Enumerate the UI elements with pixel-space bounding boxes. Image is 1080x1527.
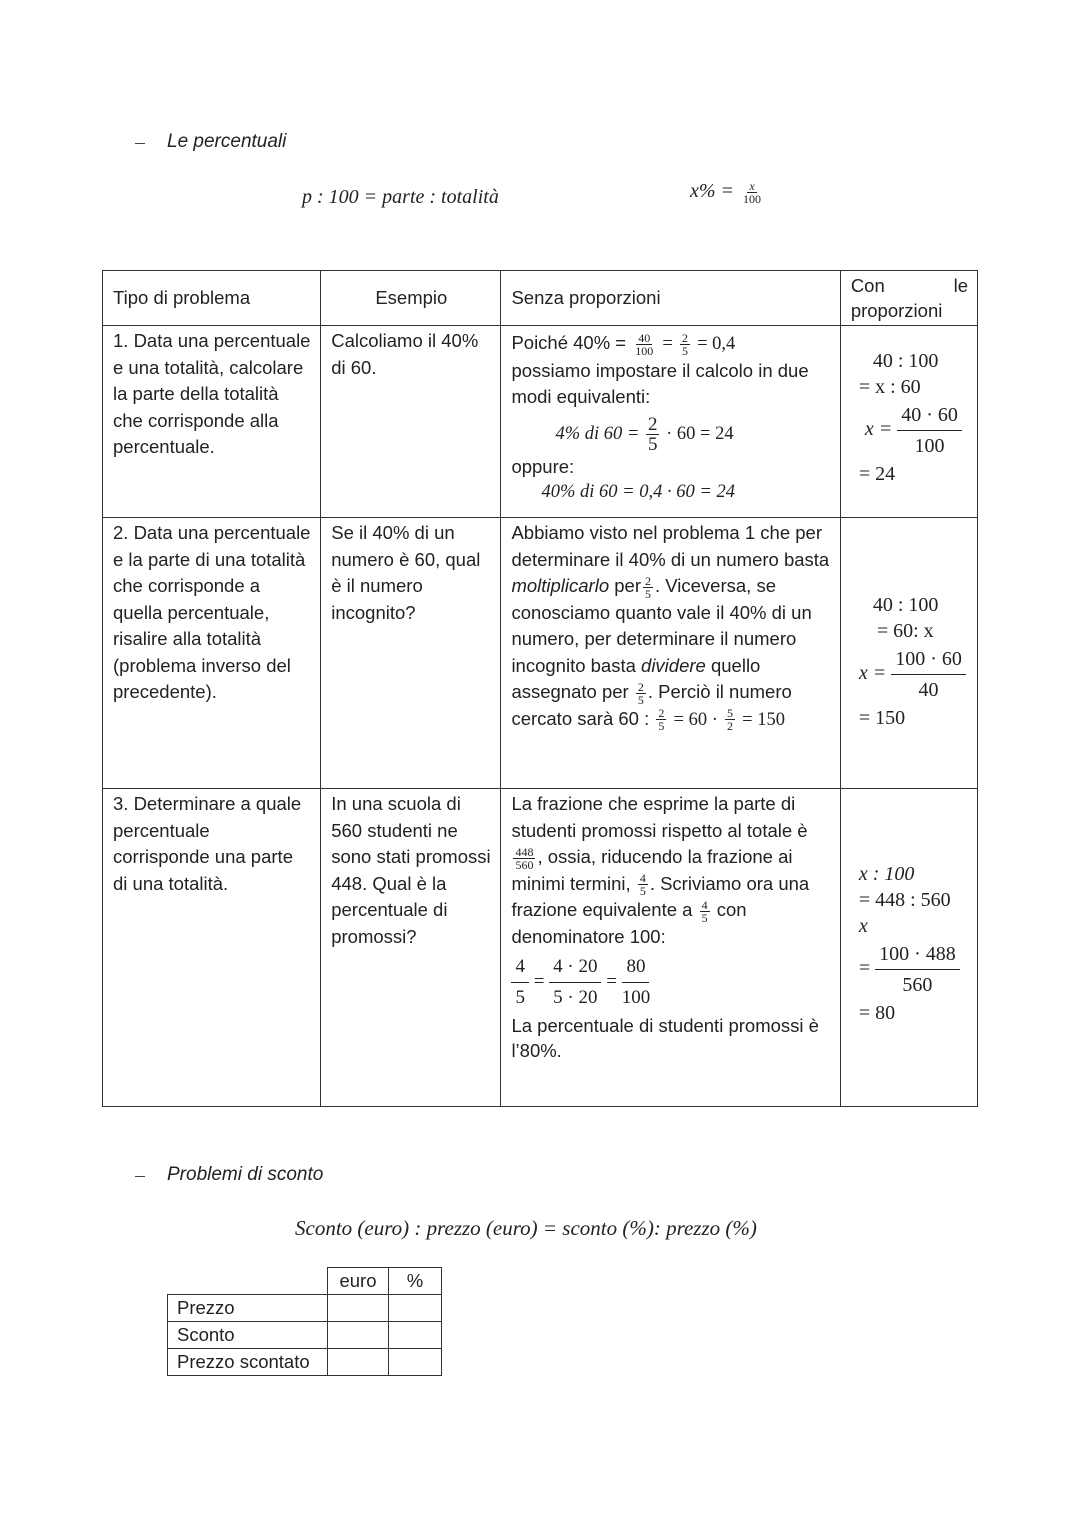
- row2-con: [840, 518, 977, 789]
- con-line: [877, 618, 968, 644]
- percent-problems-table: [102, 270, 978, 1107]
- text: per: [614, 575, 641, 596]
- input-cell-percent[interactable]: [389, 1349, 442, 1376]
- con-fraction: [875, 939, 960, 1000]
- den: 5: [647, 433, 658, 455]
- row2-tipo: 2. Data una percentuale e la parte di una totalità che corrisponde a quella percentuale, risalire alla totalità (problema inverso del precedente).: [103, 518, 321, 789]
- equals: =: [606, 971, 617, 993]
- row2-senza: [501, 518, 840, 789]
- row3-equation: [511, 952, 830, 1013]
- dash-bullet: [135, 143, 145, 144]
- text: Scriviamo ora una frazione equivalente a: [511, 872, 810, 921]
- row3-esempio: In una scuola di 560 studenti ne sono stati promossi 448. Qual è la percentuale di promossi?: [321, 789, 501, 1107]
- con-fraction: [897, 400, 962, 461]
- row3-tipo: 3. Determinare a quale percentuale corrisponde una parte di una totalità.: [103, 789, 321, 1107]
- header-esempio: Esempio: [321, 271, 501, 326]
- row-label-prezzo-scontato: Prezzo scontato: [168, 1349, 328, 1376]
- num: 40: [638, 330, 651, 345]
- den: 2: [727, 719, 734, 734]
- text: = 60: x: [876, 620, 934, 642]
- den: 5 · 20: [553, 987, 598, 1009]
- discount-table: [167, 1267, 442, 1376]
- con-fraction-line: [859, 644, 968, 705]
- row1-line4: 40% di 60 = 0,4 · 60 = 24: [541, 482, 735, 502]
- x-equals: x =: [858, 662, 887, 685]
- text-italic: dividere: [641, 654, 706, 676]
- row1-senza: [501, 326, 840, 518]
- den: 5: [639, 884, 646, 899]
- con-line: x : 100: [858, 863, 915, 885]
- equals: =: [858, 957, 871, 980]
- row1-esempio: Calcoliamo il 40% di 60.: [321, 326, 501, 518]
- den: 560: [515, 857, 534, 872]
- table-row: [103, 326, 978, 518]
- num: 4: [701, 897, 708, 912]
- den: 100: [635, 343, 654, 358]
- row1-oppure: oppure:: [511, 455, 575, 477]
- den: 100: [914, 435, 945, 457]
- num: 40 · 60: [897, 400, 962, 431]
- con-fraction-line: [865, 400, 968, 461]
- table-row: [168, 1322, 442, 1349]
- den: 560: [902, 974, 933, 996]
- fraction-448-560: [513, 846, 535, 871]
- header-tipo: Tipo di problema: [103, 271, 321, 326]
- fraction-numerator: x: [749, 179, 755, 193]
- input-cell-percent[interactable]: [389, 1322, 442, 1349]
- num: 2: [647, 413, 658, 435]
- num: 2: [637, 679, 644, 694]
- fraction-2-5: [643, 575, 653, 600]
- num: 2: [645, 573, 651, 588]
- fraction-2-5: [680, 332, 690, 357]
- formula-fraction: [741, 180, 763, 205]
- formula-proportion: p : 100 = parte : totalità: [302, 186, 499, 208]
- den: 5: [645, 586, 651, 601]
- table-row: [168, 1295, 442, 1322]
- formula-sconto: Sconto (euro) : prezzo (euro) = sconto (%): prezzo (%): [295, 1216, 757, 1240]
- row3-conclusion: La percentuale di studenti promossi è l’80%.: [511, 1015, 819, 1062]
- table-row: [168, 1349, 442, 1376]
- input-cell-euro[interactable]: [328, 1295, 389, 1322]
- fraction-4-5: [638, 872, 648, 897]
- num: 4 · 20: [549, 952, 601, 983]
- fraction-40-100: [633, 332, 655, 357]
- fraction-2-5: [656, 707, 666, 732]
- input-cell-euro[interactable]: [328, 1322, 389, 1349]
- text: = 150: [742, 709, 785, 730]
- fraction-4-5: [700, 899, 710, 924]
- den: 5: [637, 692, 644, 707]
- x-equals: x =: [864, 418, 893, 441]
- row3-con: [840, 789, 977, 1107]
- con-line: = x : 60: [858, 376, 921, 398]
- num: 4: [511, 952, 529, 983]
- section-heading-sconto: [135, 1164, 323, 1186]
- text: con denominatore 100:: [511, 899, 747, 947]
- text: . Viceversa, se conosciamo quanto vale il 40% di un numero, per determinare il numero incognito basta: [511, 575, 812, 676]
- fraction-5-2: [725, 707, 735, 732]
- con-line: = 80: [858, 1002, 896, 1024]
- row1-line2: possiamo impostare il calcolo in due modi equivalenti:: [511, 359, 809, 407]
- num: 4: [639, 871, 646, 886]
- num: 2: [681, 330, 688, 345]
- den: 5: [701, 910, 708, 925]
- num: 80: [622, 952, 649, 983]
- row3-senza: La frazione che esprime la parte di studenti promossi rispetto al totale è $\frac{448}{560}$ , ossia, riducendo la frazione ai minimi termini, $\frac{4}{5}$ . Scriviamo ora una frazione equivalente a $\frac{4}{5}$ con denominatore 100: $\frac{4}{5}$ = $\frac{4 \cdot 20}{5 \cdot 20}$ = $\frac{80}{100}$ La percentuale di studenti promossi è l’80%.: [501, 789, 840, 1107]
- equals: =: [533, 971, 545, 993]
- con-line: = 448 : 560: [858, 889, 951, 911]
- row1-line3: [555, 415, 830, 454]
- text: quello assegnato per: [511, 654, 761, 703]
- text: , ossia, riducendo la frazione ai minimi termini,: [511, 846, 793, 894]
- formula-percent-lhs: x% =: [690, 180, 735, 203]
- text: 4% di 60 =: [555, 423, 640, 444]
- con-fraction: [891, 644, 966, 705]
- text: Abbiamo visto nel problema 1 che per determinare il 40% di un numero basta: [511, 522, 830, 570]
- row2-esempio: Se il 40% di un numero è 60, qual è il numero incognito?: [321, 518, 501, 789]
- fraction-2-5: [646, 415, 660, 454]
- fraction-80-100: [622, 952, 651, 1013]
- text: · 60 = 24: [666, 423, 734, 444]
- row-label-prezzo: Prezzo: [168, 1295, 328, 1322]
- section-heading-percentuali: [135, 131, 286, 153]
- den: 100: [621, 987, 651, 1009]
- heading-text: Le percentuali: [167, 131, 287, 152]
- header-senza: Senza proporzioni: [501, 271, 840, 326]
- input-cell-percent[interactable]: [389, 1295, 442, 1322]
- con-line: x: [858, 915, 868, 937]
- header-con: Con le proporzioni: [840, 271, 977, 326]
- fraction-denominator: 100: [743, 192, 762, 206]
- text: Poiché 40% =: [511, 332, 627, 353]
- row1-line1: [511, 330, 830, 358]
- con-line: 40 : 100: [872, 350, 939, 372]
- input-cell-euro[interactable]: [328, 1349, 389, 1376]
- text: La frazione che esprime la parte di studenti promossi rispetto al totale è: [511, 793, 808, 841]
- den: 5: [681, 343, 688, 358]
- con-fraction-line: [859, 939, 968, 1000]
- text: = 0,4: [697, 334, 736, 354]
- discount-header-row: [168, 1268, 442, 1295]
- text: = 60 ·: [673, 709, 718, 730]
- fraction-4x20-5x20: [549, 952, 601, 1013]
- formula-percent: [690, 180, 765, 205]
- con-line: = 24: [858, 463, 896, 485]
- row-label-sconto: Sconto: [168, 1322, 328, 1349]
- fraction-4-5: [511, 952, 529, 1013]
- num: 100 · 488: [875, 939, 960, 970]
- table-row: [103, 518, 978, 789]
- row1-tipo: 1. Data una percentuale e una totalità, calcolare la parte della totalità che corrisponde alla percentuale.: [103, 326, 321, 518]
- equals: =: [662, 334, 673, 354]
- text-italic: moltiplicarlo: [511, 575, 610, 596]
- dash-bullet: [135, 1176, 145, 1177]
- table-row: [103, 789, 978, 1107]
- row1-con: [840, 326, 977, 518]
- den: 5: [658, 719, 665, 734]
- den: 5: [515, 987, 525, 1009]
- num: 5: [727, 706, 734, 721]
- header-euro: euro: [328, 1268, 389, 1295]
- heading-text: Problemi di sconto: [167, 1164, 324, 1185]
- blank-cell: [168, 1268, 328, 1295]
- num: 100 · 60: [891, 644, 966, 675]
- table-header-row: [103, 271, 978, 326]
- header-percent: %: [389, 1268, 442, 1295]
- con-line: = 150: [858, 707, 906, 729]
- fraction-2-5: [636, 681, 646, 706]
- num: 448: [515, 844, 534, 859]
- text: . Perciò il numero cercato sarà 60 :: [511, 681, 792, 729]
- den: 40: [918, 679, 939, 701]
- con-line: 40 : 100: [872, 594, 939, 616]
- num: 2: [658, 706, 665, 721]
